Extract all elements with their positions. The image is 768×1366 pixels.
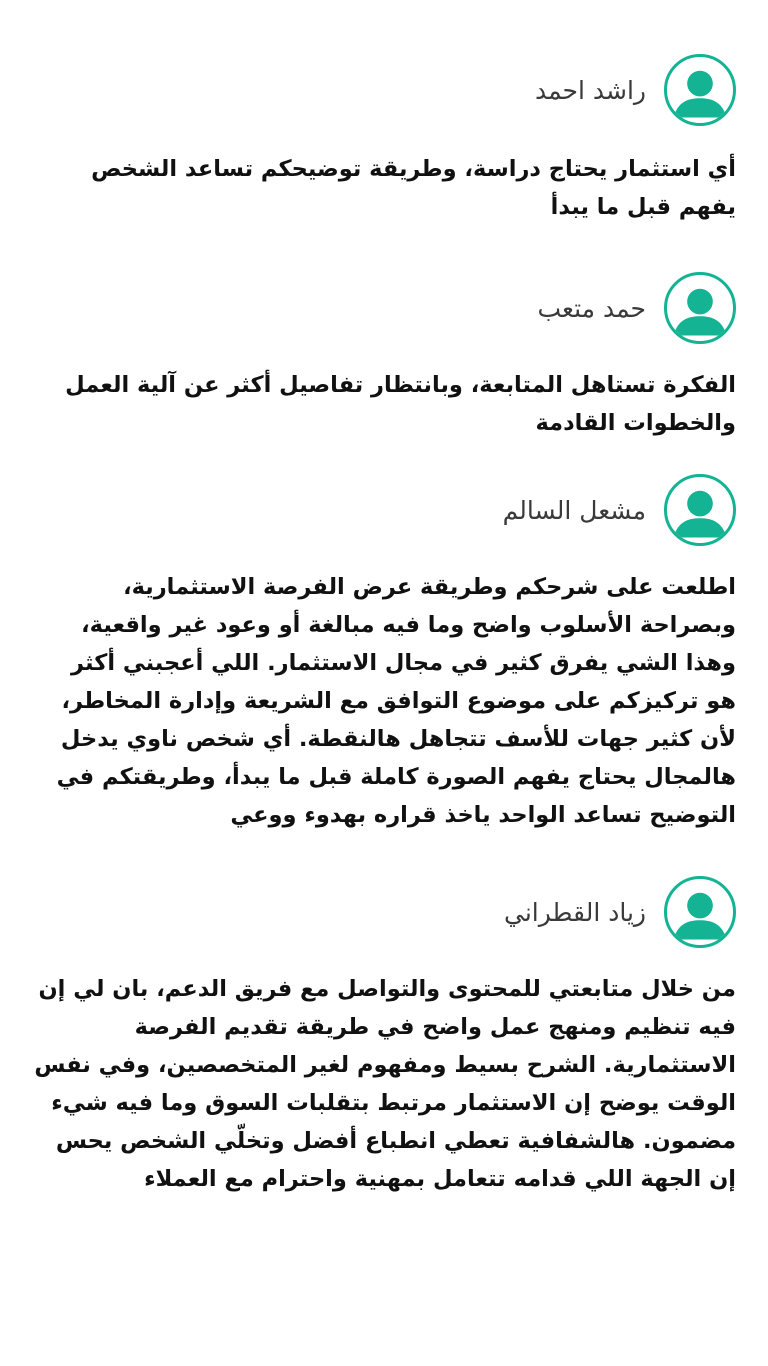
commenter-name[interactable]: حمد متعب — [537, 293, 646, 323]
user-avatar-icon[interactable] — [664, 272, 736, 344]
comment-text: أي استثمار يحتاج دراسة، وطريقة توضيحكم تساعد الشخص يفهم قبل ما يبدأ — [91, 156, 736, 220]
commenter-name[interactable]: زياد القطراني — [504, 897, 646, 927]
comment-text: الفكرة تستاهل المتابعة، وبانتظار تفاصيل أكثر عن آلية العمل والخطوات القادمة — [65, 372, 736, 436]
user-avatar-icon[interactable] — [664, 54, 736, 126]
comment-header — [535, 50, 736, 130]
user-avatar-icon[interactable] — [664, 876, 736, 948]
comment-header — [504, 872, 736, 952]
comment-text: اطلعت على شرحكم وطريقة عرض الفرصة الاستثمارية، وبصراحة الأسلوب واضح وما فيه مبالغة أو وعود غير واقعية، وهذا الشي يفرق كثير في مجال الاستثمار. اللي أعجبني أكثر هو تركيزكم على موضوع التوافق مع الشريعة وإدارة المخاطر، لأن كثير جهات للأسف تتجاهل هالنقطة. أي شخص ناوي يدخل هالمجال يحتاج يفهم الصورة كاملة قبل ما يبدأ، وطريقتكم في التوضيح تساعد الواحد ياخذ قراره بهدوء ووعي — [56, 574, 736, 828]
comment-header — [503, 470, 736, 550]
commenter-name[interactable]: راشد احمد — [534, 75, 646, 105]
comment-header — [537, 268, 736, 348]
commenter-name[interactable]: مشعل السالم — [502, 495, 646, 525]
user-avatar-icon[interactable] — [664, 474, 736, 546]
comment-text: من خلال متابعتي للمحتوى والتواصل مع فريق الدعم، بان لي إن فيه تنظيم ومنهج عمل واضح في طريقة تقديم الفرصة الاستثمارية. الشرح بسيط ومفهوم لغير المتخصصين، وفي نفس الوقت يوضح إن الاستثمار مرتبط بتقلبات السوق وما فيه شيء مضمون. هالشفافية تعطي انطباع أفضل وتخلّي الشخص يحس إن الجهة اللي قدامه تتعامل بمهنية واحترام مع العملاء — [34, 976, 736, 1192]
